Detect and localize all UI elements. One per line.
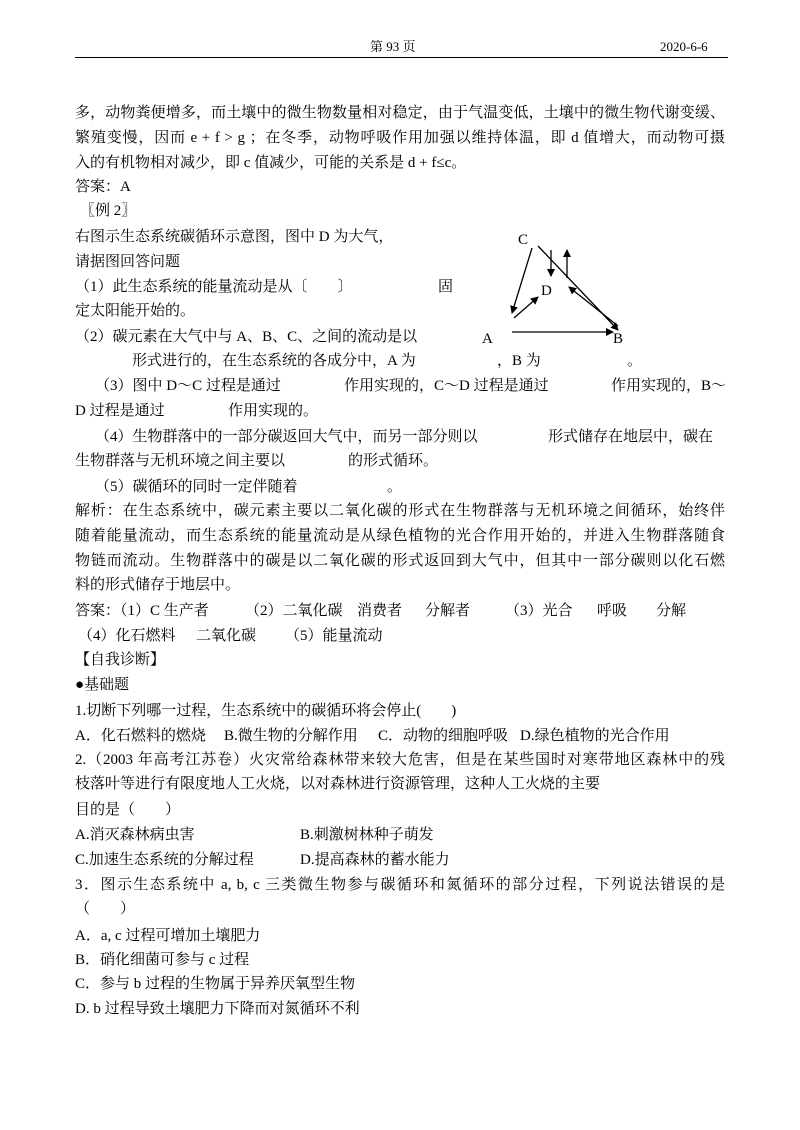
option-d: D.提高森林的蓄水能力 <box>300 852 450 868</box>
text-line-fragment: ，B 为 <box>497 353 541 369</box>
text-line: 右图示生态系统碳循环示意图，图中 D 为大气， <box>75 229 394 245</box>
option-d: D.绿色植物的光合作用 <box>520 728 670 744</box>
question-line: （2）碳元素在大气中与 A、B、C、之间的流动是以 <box>75 329 418 345</box>
text-line-fragment: 作用实现的，C～D 过程是通过 <box>344 378 549 394</box>
answer-item: （2）二氧化碳 <box>245 603 343 619</box>
text-line: D 过程是通过 <box>75 403 165 419</box>
text-line-fragment: 。 <box>387 479 403 495</box>
text-line-fragment: 。 <box>627 353 643 369</box>
answer-item: 消费者 <box>357 603 403 619</box>
answer-item: 呼吸 <box>597 603 628 619</box>
answer-item: （5）能量流动 <box>285 628 383 644</box>
answer-item: （3）光合 <box>505 603 573 619</box>
analysis-line: 料的形式储存于地层中。 <box>75 577 241 593</box>
section-heading: 【自我诊断】 <box>75 652 166 668</box>
option-c: C.加速生态系统的分解过程 <box>75 852 254 868</box>
page-number: 第 93 页 <box>370 39 416 54</box>
text-line: 生物群落与无机环境之间主要以 <box>75 453 286 469</box>
text-line-fragment: 的形式循环。 <box>348 453 439 469</box>
header-rule <box>75 57 728 58</box>
subsection-heading: ●基础题 <box>75 677 130 693</box>
text-line: 入的有机物相对减少，即 c 值减少，可能的关系是 d + f≤c。 <box>75 155 467 171</box>
question-3-line: （ ） <box>75 901 136 917</box>
question-line-fragment: 固 <box>438 279 454 295</box>
node-d-label: D <box>541 283 552 299</box>
option-a: A．化石燃料的燃烧 <box>75 728 206 744</box>
example-heading: 〖例 2〗 <box>80 203 137 219</box>
question-line: （4）生物群落中的一部分碳返回大气中，而另一部分则以 <box>95 429 478 445</box>
option-b: B.微生物的分解作用 <box>224 728 358 744</box>
arrow-b-to-d <box>569 287 618 326</box>
option-a: A.消灭森林病虫害 <box>75 827 195 843</box>
option-c: C．动物的细胞呼吸 <box>378 728 509 744</box>
option-a: A．a, c 过程可增加土壤肥力 <box>75 928 261 944</box>
analysis-line: 物链而流动。生物群落中的碳是以二氧化碳的形式返回到大气中，但其中一部分碳则以化石燃 <box>75 553 725 569</box>
question-line: （5）碳循环的同时一定伴随着 <box>95 479 298 495</box>
text-line: 繁殖变慢，因而 e + f > g ；在冬季，动物呼吸作用加强以维持体温，即 d 值增大，而动物可摄 <box>75 130 725 146</box>
answer-item: （4）化石燃料 <box>78 628 176 644</box>
arrow-a-to-d <box>514 297 538 318</box>
text-line: 请据图回答问题 <box>75 254 181 270</box>
answer-item: 二氧化碳 <box>196 628 257 644</box>
answer-item: 分解 <box>656 603 687 619</box>
answer-item: 分解者 <box>425 603 471 619</box>
text-line-fragment: 形式储存在地层中，碳在 <box>548 429 714 445</box>
option-b: B.刺激树林种子萌发 <box>300 827 434 843</box>
option-c: C．参与 b 过程的生物属于异养厌氧型生物 <box>75 976 356 992</box>
carbon-cycle-diagram <box>470 220 640 350</box>
node-b-label: B <box>613 331 624 347</box>
option-b: B．硝化细菌可参与 c 过程 <box>75 952 250 968</box>
analysis-line: 解析：在生态系统中，碳元素主要以二氧化碳的形式在生物群落与无机环境之间循环，始终伴 <box>75 503 725 519</box>
text-line-fragment: 作用实现的。 <box>228 403 319 419</box>
node-a-label: A <box>482 331 493 347</box>
option-d: D. b 过程导致土壤肥力下降而对氮循环不利 <box>75 1001 360 1017</box>
question-2-line: 目的是（ ） <box>75 802 181 818</box>
question-2: 2.（2003 年高考江苏卷）火灾常给森林带来较大危害，但是在某些国时对寒带地区森林中的残 <box>75 752 725 768</box>
analysis-line: 随着能量流动，而生态系统的能量流动是从绿色植物的光合作用开始的，并进入生物群落随食 <box>75 528 725 544</box>
text-line: 形式进行的，在生态系统的各成分中，A 为 <box>132 353 416 369</box>
answer-line: 答案：A <box>75 179 131 195</box>
question-1: 1.切断下列哪一过程，生态系统中的碳循环将会停止( ) <box>75 703 457 719</box>
text-line-fragment: 作用实现的，B～ <box>611 378 727 394</box>
text-line: 多，动物粪便增多，而土壤中的微生物数量相对稳定，由于气温变低，土壤中的微生物代谢变缓、 <box>75 105 725 121</box>
question-line: （1）此生态系统的能量流动是从〔 〕 <box>75 279 353 295</box>
node-c-label: C <box>518 232 529 248</box>
question-2-line: 枝落叶等进行有限度地人工火烧，以对森林进行资源管理，这种人工火烧的主要 <box>75 776 601 792</box>
text-line: 定太阳能开始的。 <box>75 303 196 319</box>
question-line: （3）图中 D～C 过程是通过 <box>95 378 281 394</box>
answer-line: 答案：（1）C 生产者 <box>75 603 209 619</box>
arrow-c-to-a <box>512 248 532 313</box>
header-date: 2020-6-6 <box>660 39 708 54</box>
question-3: 3．图示生态系统中 a, b, c 三类微生物参与碳循环和氮循环的部分过程，下列说法错误的是 <box>75 877 725 893</box>
